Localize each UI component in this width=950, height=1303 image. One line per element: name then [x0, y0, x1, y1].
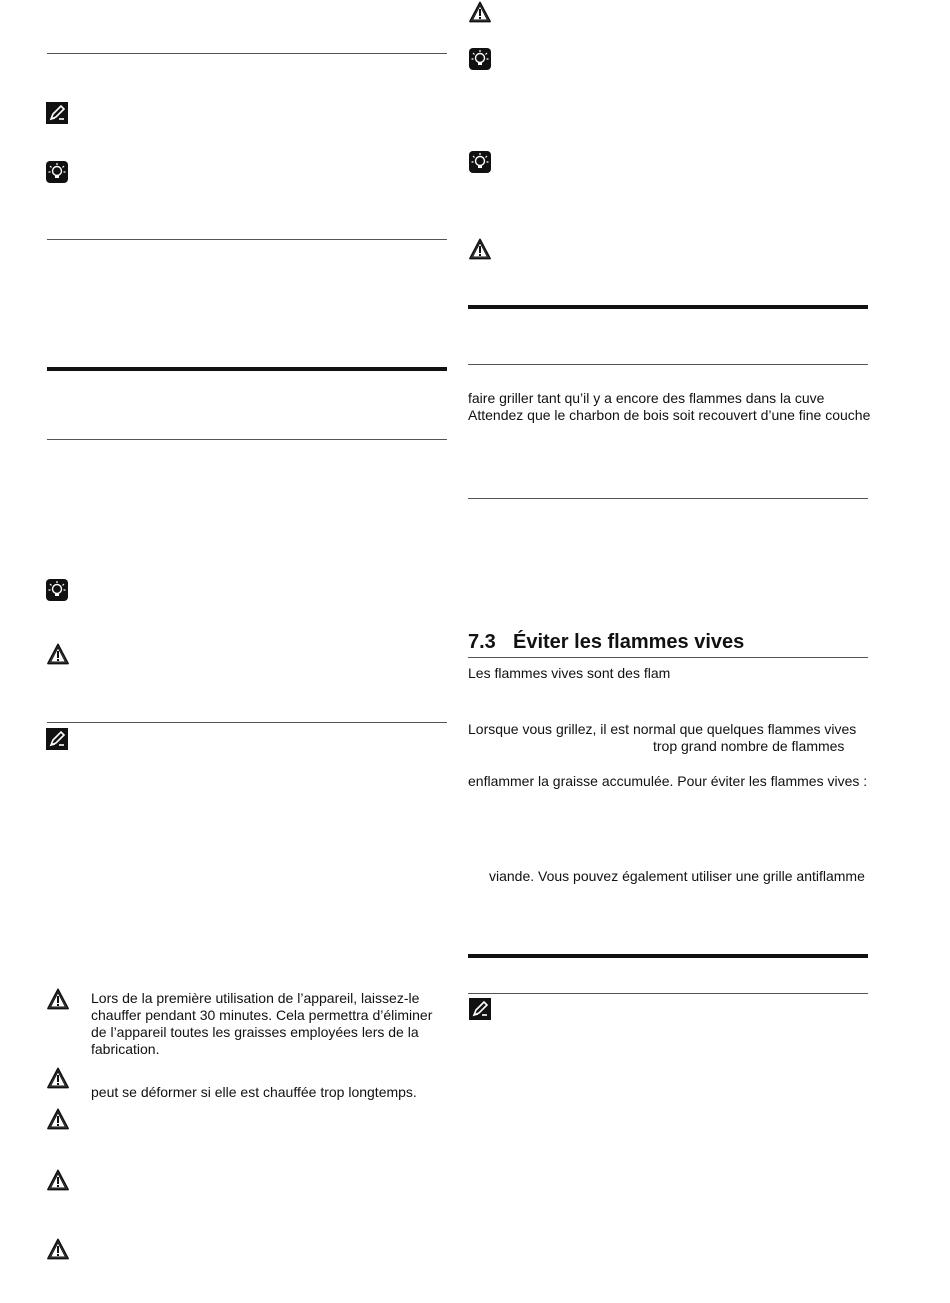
flames-text-line: faire griller tant qu’il y a encore des flammes dans la cuve [468, 390, 825, 406]
warning-triangle-icon [469, 238, 491, 260]
flare-text-line: Lorsque vous grillez, il est normal que quelques flammes vives [468, 721, 857, 737]
divider-rule [468, 498, 868, 499]
note-pencil-icon [46, 102, 68, 124]
divider-rule [47, 439, 447, 440]
divider-rule [47, 53, 447, 54]
warning-triangle-icon [47, 988, 69, 1010]
tip-lightbulb-icon [469, 48, 491, 70]
warning-triangle-icon [47, 1238, 69, 1260]
section-number: 7.3 [468, 631, 496, 653]
divider-rule [47, 239, 447, 240]
warning-triangle-icon [47, 1067, 69, 1089]
warning-triangle-icon [47, 643, 69, 665]
flare-text-line: trop grand nombre de flammes [653, 738, 845, 754]
heading-underline [468, 657, 868, 658]
section-divider [468, 954, 868, 958]
flare-text-line: viande. Vous pouvez également utiliser une grille antiflamme [489, 868, 865, 884]
flare-text-line: enflammer la graisse accumulée. Pour éviter les flammes vives : [468, 773, 868, 789]
warning-triangle-icon [47, 1169, 69, 1191]
note-pencil-icon [46, 728, 68, 750]
warning-deform-text: peut se déformer si elle est chauffée trop longtemps. [91, 1084, 417, 1100]
note-pencil-icon [469, 998, 491, 1020]
tip-lightbulb-icon [469, 151, 491, 173]
section-divider [468, 305, 868, 309]
tip-lightbulb-icon [46, 161, 68, 183]
flames-text-line: Attendez que le charbon de bois soit recouvert d’une fine couche [468, 407, 871, 423]
section-divider [47, 367, 447, 371]
section-title: Éviter les flammes vives [513, 631, 745, 653]
warning-triangle-icon [469, 1, 491, 23]
warning-triangle-icon [47, 1108, 69, 1130]
flare-intro-text: Les flammes vives sont des flam [468, 665, 671, 681]
warning-first-use-text: Lors de la première utilisation de l’appareil, laissez-le chauffer pendant 30 minutes. Cela permettra d’éliminer de l’appareil toutes les graisses employées lers de la fabrication. [91, 990, 433, 1057]
divider-rule [47, 722, 447, 723]
divider-rule [468, 993, 868, 994]
tip-lightbulb-icon [46, 579, 68, 601]
section-heading [468, 630, 744, 654]
divider-rule [468, 364, 868, 365]
